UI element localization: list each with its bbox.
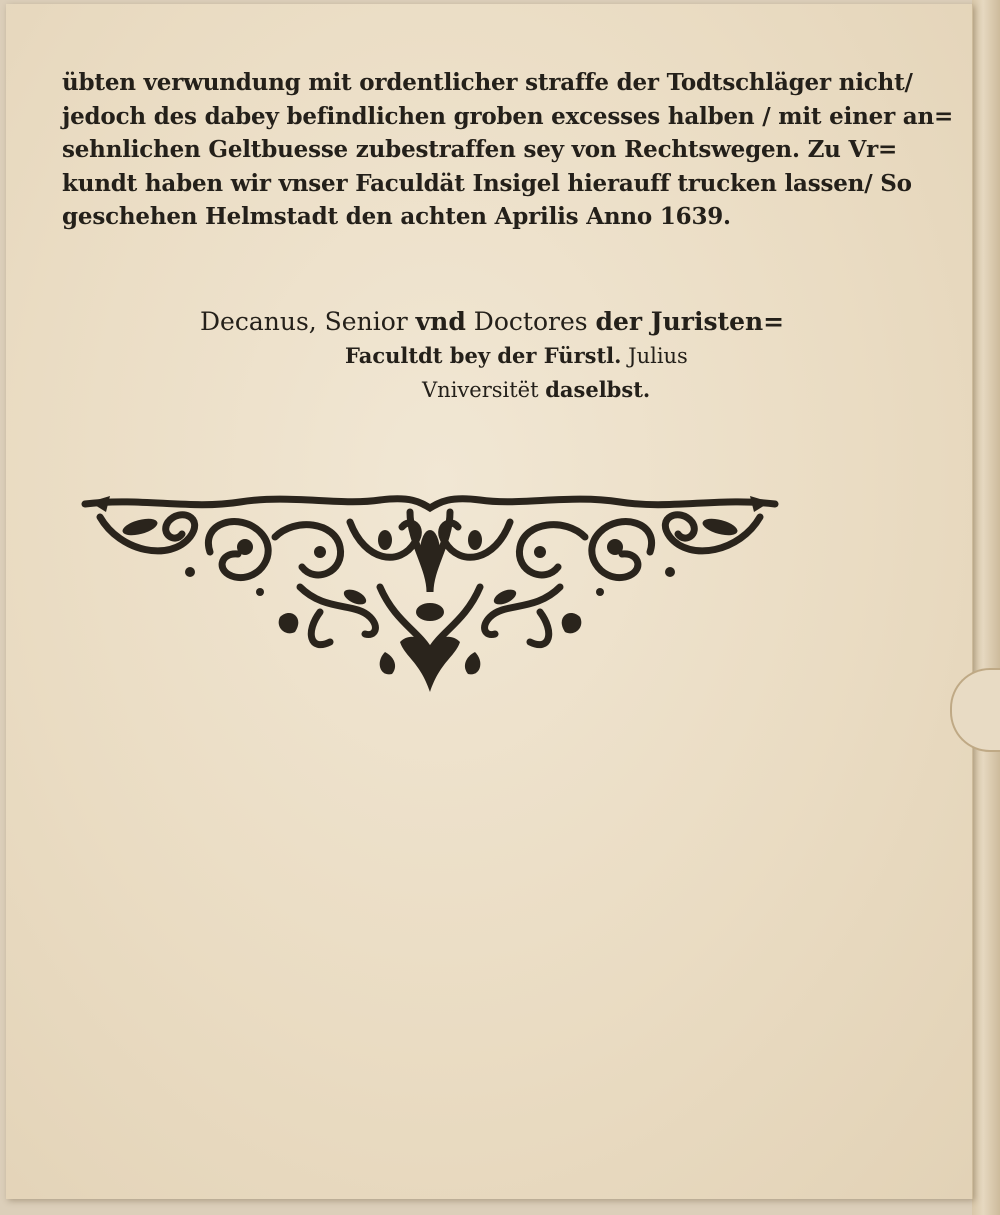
signature-text: der Juristen= <box>595 307 785 336</box>
signature-line-3 <box>200 373 820 407</box>
body-line: übten verwundung mit ordentlicher straffe der Todtschläger nicht/ <box>62 69 913 96</box>
body-line: geschehen Helmstadt den achten Aprilis Anno 1639. <box>62 203 731 230</box>
signature-text: daselbst. <box>545 377 651 402</box>
signature-text: Decanus, Senior <box>200 307 408 336</box>
signature-line-2 <box>200 339 820 373</box>
body-line: jedoch des dabey befindlichen groben excesses halben / mit einer an= <box>62 102 954 130</box>
signature-text: Doctores <box>473 307 588 336</box>
page-edge-stack <box>972 0 1000 1215</box>
body-line: kundt haben wir vnser Faculdät Insigel hierauff trucken lassen/ So <box>62 169 912 197</box>
signature-text: Vniversitët <box>422 378 539 402</box>
signature-block <box>200 305 820 407</box>
body-text-block <box>62 66 954 234</box>
body-line: sehnlichen Geltbuesse zubestraffen sey von Rechtswegen. Zu Vr= <box>62 136 898 163</box>
floral-headpiece-ornament-icon <box>80 492 780 697</box>
signature-line-1 <box>200 305 820 339</box>
signature-text: Julius <box>628 344 688 368</box>
signature-text: Facultdt bey der Fürstl. <box>345 343 622 368</box>
signature-text: vnd <box>415 307 466 336</box>
